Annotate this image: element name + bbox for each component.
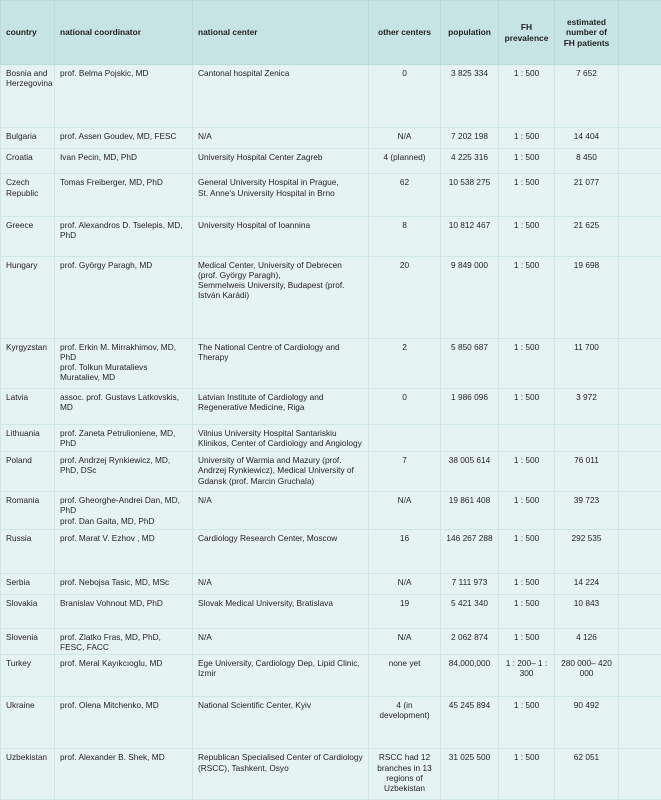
- other-centers-cell: 20: [369, 256, 441, 338]
- empty-cell: [619, 65, 661, 128]
- other-centers-cell: N/A: [369, 574, 441, 595]
- national-coordinator-cell-line: prof. Belma Pojskic, MD: [60, 68, 149, 78]
- empty-cell: [619, 174, 661, 216]
- estimated-patients-cell: 90 492: [555, 696, 619, 749]
- table-row: [1, 530, 661, 574]
- estimated-patients-cell: 14 404: [555, 128, 619, 149]
- other-centers-cell: 7: [369, 452, 441, 492]
- empty-cell: [619, 629, 661, 655]
- other-centers-cell: [369, 424, 441, 451]
- national-center-cell-line: Cardiology Research Center, Moscow: [198, 533, 338, 544]
- fh-prevalence-cell: 1 : 500: [499, 128, 555, 149]
- other-centers-cell: none yet: [369, 654, 441, 696]
- national-coordinator-cell-line: prof. Zlatko Fras, MD, PhD, FESC, FACC: [60, 632, 161, 653]
- header-national-coordinator: national coordinator: [55, 1, 193, 65]
- estimated-patients-cell: 280 000– 420 000: [555, 654, 619, 696]
- empty-cell: [619, 256, 661, 338]
- national-coordinator-cell: [55, 389, 193, 425]
- other-centers-cell: 19: [369, 595, 441, 629]
- estimated-patients-cell: 292 535: [555, 530, 619, 574]
- national-center-cell-line: N/A: [198, 131, 212, 142]
- table-row: [1, 749, 661, 800]
- country-cell: Russia: [1, 530, 55, 574]
- table-row: [1, 149, 661, 174]
- fh-prevalence-cell: 1 : 500: [499, 696, 555, 749]
- country-cell: Uzbekistan: [1, 749, 55, 800]
- national-coordinator-cell: [55, 338, 193, 389]
- fh-prevalence-cell: 1 : 500: [499, 338, 555, 389]
- national-coordinator-cell: [55, 256, 193, 338]
- estimated-patients-cell: 21 077: [555, 174, 619, 216]
- estimated-patients-cell: 21 625: [555, 216, 619, 256]
- estimated-patients-cell: 8 450: [555, 149, 619, 174]
- national-center-cell: [193, 174, 369, 216]
- national-coordinator-cell-line: prof. Alexander B. Shek, MD: [60, 752, 165, 763]
- national-center-cell: [193, 128, 369, 149]
- national-coordinator-cell: [55, 452, 193, 492]
- national-coordinator-cell-line: prof. Marat V. Ezhov , MD: [60, 533, 155, 544]
- national-center-cell-line: Vilnius University Hospital Santariskiu Klinikos, Center of Cardiology and Angiology: [198, 427, 362, 449]
- table-row: [1, 216, 661, 256]
- national-center-cell: [193, 452, 369, 492]
- table-row: [1, 452, 661, 492]
- national-coordinator-cell-line: prof. Zaneta Petrulioniene, MD, PhD: [60, 427, 176, 449]
- empty-cell: [619, 654, 661, 696]
- population-cell: 146 267 288: [441, 530, 499, 574]
- national-center-cell-line: National Scientific Center, Kyiv: [198, 699, 311, 710]
- table-row: [1, 174, 661, 216]
- other-centers-cell: 0: [369, 389, 441, 425]
- national-coordinator-cell-line: prof. Erkin M. Mirrakhimov, MD, PhD: [60, 341, 177, 362]
- empty-cell: [619, 424, 661, 451]
- national-coordinator-cell: [55, 65, 193, 128]
- national-center-cell: [193, 749, 369, 800]
- population-cell: 5 421 340: [441, 595, 499, 629]
- fh-prevalence-cell: 1 : 500: [499, 749, 555, 800]
- population-cell: 45 245 894: [441, 696, 499, 749]
- table-body: [1, 65, 661, 800]
- empty-cell: [619, 595, 661, 629]
- national-coordinator-cell: [55, 595, 193, 629]
- empty-cell: [619, 749, 661, 800]
- national-coordinator-cell-line: prof. Meral Kayıkcıoglu, MD: [60, 657, 163, 668]
- table-row: [1, 654, 661, 696]
- empty-cell: [619, 452, 661, 492]
- national-coordinator-cell-line: prof. Gheorghe-Andrei Dan, MD, PhD: [60, 495, 180, 516]
- estimated-patients-cell: 19 698: [555, 256, 619, 338]
- national-center-cell-line: N/A: [198, 495, 212, 506]
- national-center-cell-line: University of Warmia and Mazury (prof. Andrzej Rynkiewicz), Medical University of Gdansk (prof. Marcin Gruchala): [198, 455, 354, 486]
- population-cell: [441, 424, 499, 451]
- national-coordinator-cell: [55, 749, 193, 800]
- national-coordinator-cell: [55, 654, 193, 696]
- national-center-cell: [193, 574, 369, 595]
- fh-prevalence-cell: 1 : 200– 1 : 300: [499, 654, 555, 696]
- estimated-patients-cell: [555, 424, 619, 451]
- national-center-cell: [193, 654, 369, 696]
- population-cell: 1 986 096: [441, 389, 499, 425]
- population-cell: 10 538 275: [441, 174, 499, 216]
- estimated-patients-cell: 14 224: [555, 574, 619, 595]
- national-coordinator-cell-line: prof. Tolkun Muratalievs Murataliev, MD: [60, 362, 148, 383]
- table-row: [1, 595, 661, 629]
- other-centers-cell: 62: [369, 174, 441, 216]
- fh-prevalence-cell: 1 : 500: [499, 574, 555, 595]
- national-center-cell-line: N/A: [198, 632, 212, 642]
- national-coordinator-cell: [55, 574, 193, 595]
- fh-prevalence-cell: 1 : 500: [499, 452, 555, 492]
- national-center-cell-line: General University Hospital in Prague,: [198, 177, 339, 188]
- fh-prevalence-cell: [499, 424, 555, 451]
- national-center-cell: [193, 424, 369, 451]
- national-center-cell: [193, 530, 369, 574]
- estimated-patients-cell: 3 972: [555, 389, 619, 425]
- country-cell: Serbia: [1, 574, 55, 595]
- fh-prevalence-cell: 1 : 500: [499, 595, 555, 629]
- country-cell: Croatia: [1, 149, 55, 174]
- other-centers-cell: 4 (planned): [369, 149, 441, 174]
- national-coordinator-cell-line: prof. Olena Mitchenko, MD: [60, 699, 159, 710]
- national-coordinator-cell-line: Branislav Vohnout MD, PhD: [60, 598, 163, 609]
- population-cell: 19 861 408: [441, 492, 499, 530]
- national-center-cell: [193, 216, 369, 256]
- population-cell: 7 202 198: [441, 128, 499, 149]
- empty-cell: [619, 389, 661, 425]
- country-cell: Romania: [1, 492, 55, 530]
- other-centers-cell: N/A: [369, 629, 441, 655]
- national-coordinator-cell: [55, 629, 193, 655]
- empty-cell: [619, 492, 661, 530]
- empty-cell: [619, 128, 661, 149]
- national-center-cell: [193, 256, 369, 338]
- fh-prevalence-cell: 1 : 500: [499, 65, 555, 128]
- national-center-cell-line: Ege University, Cardiology Dep, Lipid Clinic, Izmir: [198, 657, 360, 678]
- other-centers-cell: N/A: [369, 128, 441, 149]
- estimated-patients-cell: 39 723: [555, 492, 619, 530]
- estimated-patients-cell: 11 700: [555, 338, 619, 389]
- population-cell: 31 025 500: [441, 749, 499, 800]
- country-cell: Turkey: [1, 654, 55, 696]
- header-empty: [619, 1, 661, 65]
- estimated-patients-cell: 7 652: [555, 65, 619, 128]
- national-coordinator-cell: [55, 492, 193, 530]
- fh-prevalence-cell: 1 : 500: [499, 629, 555, 655]
- table-row: [1, 696, 661, 749]
- country-cell: Bosnia and Herzegovina: [1, 65, 55, 128]
- fh-prevalence-cell: 1 : 500: [499, 492, 555, 530]
- national-center-cell-line: Republican Specialised Center of Cardiology (RSCC), Tashkent, Osyo: [198, 752, 363, 773]
- table-row: [1, 629, 661, 655]
- empty-cell: [619, 530, 661, 574]
- national-coordinator-cell-line: prof. Assen Goudev, MD, FESC: [60, 131, 177, 142]
- table-row: [1, 492, 661, 530]
- national-center-cell-line: The National Centre of Cardiology and Therapy: [198, 341, 340, 362]
- national-center-cell: [193, 65, 369, 128]
- estimated-patients-cell: 10 843: [555, 595, 619, 629]
- estimated-patients-cell: 76 011: [555, 452, 619, 492]
- population-cell: 10 812 467: [441, 216, 499, 256]
- table-row: [1, 574, 661, 595]
- national-center-cell-line: St. Anne's University Hospital in Brno: [198, 187, 335, 198]
- table-row: [1, 389, 661, 425]
- national-center-cell: [193, 338, 369, 389]
- other-centers-cell: 2: [369, 338, 441, 389]
- national-center-cell-line: Medical Center, University of Debrecen (prof. György Paragh),: [198, 259, 342, 280]
- national-center-cell: [193, 149, 369, 174]
- national-coordinator-cell: [55, 216, 193, 256]
- national-coordinator-cell-line: prof. Alexandros D. Tselepis, MD, PhD: [60, 219, 183, 240]
- fh-prevalence-cell: 1 : 500: [499, 256, 555, 338]
- population-cell: 84,000,000: [441, 654, 499, 696]
- national-center-cell: [193, 389, 369, 425]
- national-coordinator-cell-line: Tomas Freiberger, MD, PhD: [60, 177, 163, 188]
- national-coordinator-cell: [55, 149, 193, 174]
- empty-cell: [619, 338, 661, 389]
- population-cell: 3 825 334: [441, 65, 499, 128]
- national-center-cell-line: Slovak Medical University, Bratislava: [198, 598, 333, 609]
- empty-cell: [619, 574, 661, 595]
- header-fh-prevalence: FH prevalence: [499, 1, 555, 65]
- national-center-cell-line: N/A: [198, 577, 212, 588]
- fh-prevalence-cell: 1 : 500: [499, 389, 555, 425]
- estimated-patients-cell: 4 126: [555, 629, 619, 655]
- header-row: [1, 1, 661, 65]
- national-coordinator-cell-line: Ivan Pecin, MD, PhD: [60, 152, 138, 163]
- header-other-centers: other centers: [369, 1, 441, 65]
- estimated-patients-cell: 62 051: [555, 749, 619, 800]
- header-estimated-fh-patients: estimated number of FH patients: [555, 1, 619, 65]
- header-national-center: national center: [193, 1, 369, 65]
- empty-cell: [619, 149, 661, 174]
- table-row: [1, 424, 661, 451]
- header-country: country: [1, 1, 55, 65]
- other-centers-cell: 8: [369, 216, 441, 256]
- national-coordinator-cell-line: prof. Nebojsa Tasic, MD, MSc: [60, 577, 170, 588]
- country-cell: Lithuania: [1, 424, 55, 451]
- national-center-cell-line: University Hospital Center Zagreb: [198, 152, 323, 163]
- national-coordinator-cell: [55, 530, 193, 574]
- national-coordinator-cell-line: prof. Andrzej Rynkiewicz, MD, PhD, DSc: [60, 455, 171, 476]
- national-coordinator-cell: [55, 174, 193, 216]
- country-cell: Greece: [1, 216, 55, 256]
- national-coordinator-cell: [55, 424, 193, 451]
- national-coordinator-cell-line: prof. György Paragh, MD: [60, 259, 153, 270]
- national-center-cell: [193, 696, 369, 749]
- fh-prevalence-cell: 1 : 500: [499, 149, 555, 174]
- fh-prevalence-cell: 1 : 500: [499, 216, 555, 256]
- other-centers-cell: 4 (in development): [369, 696, 441, 749]
- table-row: [1, 338, 661, 389]
- table-row: [1, 65, 661, 128]
- other-centers-cell: N/A: [369, 492, 441, 530]
- country-cell: Slovenia: [1, 629, 55, 655]
- population-cell: 5 850 687: [441, 338, 499, 389]
- population-cell: 2 062 874: [441, 629, 499, 655]
- population-cell: 4 225 316: [441, 149, 499, 174]
- country-cell: Bulgaria: [1, 128, 55, 149]
- national-coordinator-cell: [55, 696, 193, 749]
- national-coordinator-cell: [55, 128, 193, 149]
- population-cell: 9 849 000: [441, 256, 499, 338]
- empty-cell: [619, 696, 661, 749]
- other-centers-cell: 0: [369, 65, 441, 128]
- other-centers-cell: RSCC had 12 branches in 13 regions of Uzbekistan: [369, 749, 441, 800]
- empty-cell: [619, 216, 661, 256]
- population-cell: 7 111 973: [441, 574, 499, 595]
- national-center-cell-line: University Hospital of Ioannina: [198, 219, 311, 230]
- country-cell: Ukraine: [1, 696, 55, 749]
- table-row: [1, 256, 661, 338]
- country-cell: Czech Republic: [1, 174, 55, 216]
- national-center-cell-line: Cantonal hospital Zenica: [198, 68, 290, 78]
- header-population: population: [441, 1, 499, 65]
- national-center-cell: [193, 492, 369, 530]
- other-centers-cell: 16: [369, 530, 441, 574]
- national-coordinator-cell-line: assoc. prof. Gustavs Latkovskis, MD: [60, 392, 179, 413]
- country-cell: Kyrgyzstan: [1, 338, 55, 389]
- national-center-cell-line: Latvian Institute of Cardiology and Regenerative Medicine, Riga: [198, 392, 324, 413]
- country-cell: Slovakia: [1, 595, 55, 629]
- fh-prevalence-cell: 1 : 500: [499, 174, 555, 216]
- population-cell: 38 005 614: [441, 452, 499, 492]
- country-cell: Poland: [1, 452, 55, 492]
- national-center-cell: [193, 595, 369, 629]
- country-cell: Hungary: [1, 256, 55, 338]
- country-cell: Latvia: [1, 389, 55, 425]
- fh-prevalence-cell: 1 : 500: [499, 530, 555, 574]
- national-center-cell: [193, 629, 369, 655]
- national-coordinator-cell-line: prof. Dan Gaita, MD, PhD: [60, 515, 155, 526]
- table-row: [1, 128, 661, 149]
- national-center-cell-line: Semmelweis University, Budapest (prof. István Karádi): [198, 279, 345, 301]
